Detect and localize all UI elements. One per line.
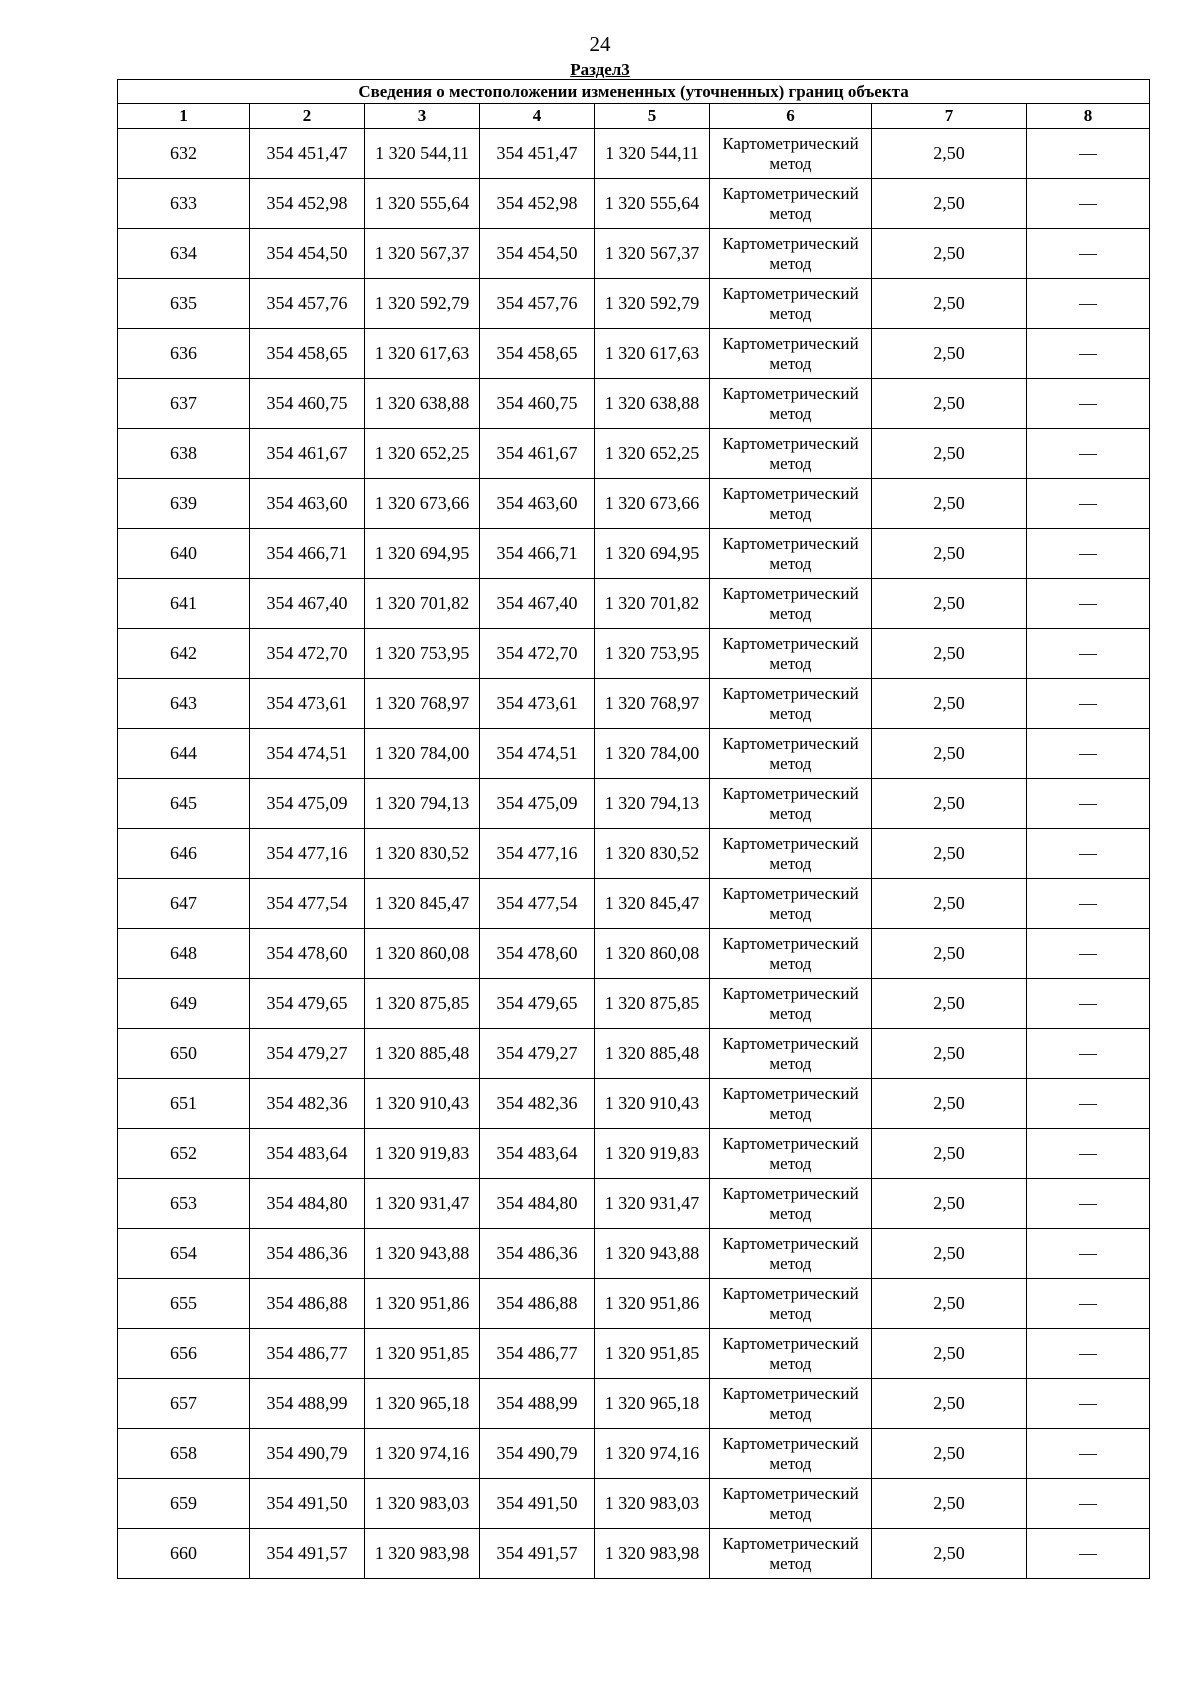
point-number-cell: 647 — [118, 879, 250, 929]
x-existing-cell: 354 463,60 — [250, 479, 365, 529]
x-new-cell: 354 474,51 — [480, 729, 595, 779]
note-cell: — — [1027, 1329, 1150, 1379]
x-new-cell: 354 491,50 — [480, 1479, 595, 1529]
note-cell: — — [1027, 829, 1150, 879]
accuracy-cell: 2,50 — [872, 229, 1027, 279]
table-row — [118, 529, 1150, 579]
x-existing-cell: 354 479,65 — [250, 979, 365, 1029]
column-number: 7 — [872, 104, 1027, 129]
x-existing-cell: 354 451,47 — [250, 129, 365, 179]
accuracy-cell: 2,50 — [872, 779, 1027, 829]
point-number-cell: 640 — [118, 529, 250, 579]
table-caption-row — [118, 80, 1150, 104]
accuracy-cell: 2,50 — [872, 1529, 1027, 1579]
x-existing-cell: 354 484,80 — [250, 1179, 365, 1229]
note-cell: — — [1027, 879, 1150, 929]
x-new-cell: 354 452,98 — [480, 179, 595, 229]
y-existing-cell: 1 320 555,64 — [365, 179, 480, 229]
point-number-cell: 644 — [118, 729, 250, 779]
y-existing-cell: 1 320 592,79 — [365, 279, 480, 329]
x-new-cell: 354 458,65 — [480, 329, 595, 379]
x-new-cell: 354 477,54 — [480, 879, 595, 929]
note-cell: — — [1027, 1529, 1150, 1579]
method-cell: Картометрический метод — [710, 629, 872, 679]
x-existing-cell: 354 475,09 — [250, 779, 365, 829]
method-cell: Картометрический метод — [710, 529, 872, 579]
note-cell: — — [1027, 979, 1150, 1029]
point-number-cell: 641 — [118, 579, 250, 629]
point-number-cell: 650 — [118, 1029, 250, 1079]
y-new-cell: 1 320 768,97 — [595, 679, 710, 729]
table-row — [118, 1329, 1150, 1379]
y-new-cell: 1 320 784,00 — [595, 729, 710, 779]
method-cell: Картометрический метод — [710, 479, 872, 529]
y-existing-cell: 1 320 943,88 — [365, 1229, 480, 1279]
note-cell: — — [1027, 329, 1150, 379]
table-body — [118, 129, 1150, 1579]
table-row — [118, 129, 1150, 179]
x-new-cell: 354 482,36 — [480, 1079, 595, 1129]
y-new-cell: 1 320 701,82 — [595, 579, 710, 629]
y-existing-cell: 1 320 830,52 — [365, 829, 480, 879]
accuracy-cell: 2,50 — [872, 829, 1027, 879]
note-cell: — — [1027, 1129, 1150, 1179]
x-new-cell: 354 451,47 — [480, 129, 595, 179]
accuracy-cell: 2,50 — [872, 679, 1027, 729]
table-row — [118, 579, 1150, 629]
y-existing-cell: 1 320 951,85 — [365, 1329, 480, 1379]
method-cell: Картометрический метод — [710, 1129, 872, 1179]
point-number-cell: 653 — [118, 1179, 250, 1229]
accuracy-cell: 2,50 — [872, 579, 1027, 629]
accuracy-cell: 2,50 — [872, 1179, 1027, 1229]
y-existing-cell: 1 320 652,25 — [365, 429, 480, 479]
table-row — [118, 329, 1150, 379]
table-row — [118, 879, 1150, 929]
x-new-cell: 354 460,75 — [480, 379, 595, 429]
column-number: 5 — [595, 104, 710, 129]
y-existing-cell: 1 320 910,43 — [365, 1079, 480, 1129]
accuracy-cell: 2,50 — [872, 979, 1027, 1029]
column-number-row — [118, 104, 1150, 129]
table-row — [118, 279, 1150, 329]
point-number-cell: 658 — [118, 1429, 250, 1479]
table-row — [118, 1129, 1150, 1179]
x-new-cell: 354 467,40 — [480, 579, 595, 629]
y-existing-cell: 1 320 860,08 — [365, 929, 480, 979]
point-number-cell: 642 — [118, 629, 250, 679]
x-existing-cell: 354 483,64 — [250, 1129, 365, 1179]
point-number-cell: 643 — [118, 679, 250, 729]
point-number-cell: 654 — [118, 1229, 250, 1279]
column-number: 2 — [250, 104, 365, 129]
table-row — [118, 729, 1150, 779]
accuracy-cell: 2,50 — [872, 429, 1027, 479]
x-existing-cell: 354 467,40 — [250, 579, 365, 629]
table-row — [118, 1029, 1150, 1079]
method-cell: Картометрический метод — [710, 779, 872, 829]
y-existing-cell: 1 320 875,85 — [365, 979, 480, 1029]
method-cell: Картометрический метод — [710, 229, 872, 279]
x-existing-cell: 354 490,79 — [250, 1429, 365, 1479]
accuracy-cell: 2,50 — [872, 179, 1027, 229]
table-row — [118, 679, 1150, 729]
y-existing-cell: 1 320 931,47 — [365, 1179, 480, 1229]
y-new-cell: 1 320 860,08 — [595, 929, 710, 979]
x-new-cell: 354 486,88 — [480, 1279, 595, 1329]
point-number-cell: 649 — [118, 979, 250, 1029]
y-existing-cell: 1 320 965,18 — [365, 1379, 480, 1429]
method-cell: Картометрический метод — [710, 879, 872, 929]
method-cell: Картометрический метод — [710, 829, 872, 879]
page-number: 24 — [589, 32, 611, 56]
y-existing-cell: 1 320 983,03 — [365, 1479, 480, 1529]
x-existing-cell: 354 472,70 — [250, 629, 365, 679]
y-existing-cell: 1 320 694,95 — [365, 529, 480, 579]
x-existing-cell: 354 477,54 — [250, 879, 365, 929]
method-cell: Картометрический метод — [710, 1179, 872, 1229]
point-number-cell: 633 — [118, 179, 250, 229]
note-cell: — — [1027, 1079, 1150, 1129]
x-existing-cell: 354 491,57 — [250, 1529, 365, 1579]
y-new-cell: 1 320 951,86 — [595, 1279, 710, 1329]
table-row — [118, 429, 1150, 479]
column-number: 6 — [710, 104, 872, 129]
x-new-cell: 354 461,67 — [480, 429, 595, 479]
accuracy-cell: 2,50 — [872, 629, 1027, 679]
y-existing-cell: 1 320 885,48 — [365, 1029, 480, 1079]
note-cell: — — [1027, 479, 1150, 529]
method-cell: Картометрический метод — [710, 1529, 872, 1579]
y-existing-cell: 1 320 974,16 — [365, 1429, 480, 1479]
x-new-cell: 354 486,36 — [480, 1229, 595, 1279]
x-existing-cell: 354 478,60 — [250, 929, 365, 979]
table-row — [118, 379, 1150, 429]
y-existing-cell: 1 320 544,11 — [365, 129, 480, 179]
note-cell: — — [1027, 179, 1150, 229]
y-new-cell: 1 320 592,79 — [595, 279, 710, 329]
x-existing-cell: 354 454,50 — [250, 229, 365, 279]
x-existing-cell: 354 486,77 — [250, 1329, 365, 1379]
method-cell: Картометрический метод — [710, 379, 872, 429]
x-new-cell: 354 463,60 — [480, 479, 595, 529]
accuracy-cell: 2,50 — [872, 479, 1027, 529]
x-new-cell: 354 478,60 — [480, 929, 595, 979]
point-number-cell: 648 — [118, 929, 250, 979]
point-number-cell: 652 — [118, 1129, 250, 1179]
x-new-cell: 354 479,27 — [480, 1029, 595, 1079]
method-cell: Картометрический метод — [710, 1029, 872, 1079]
y-existing-cell: 1 320 673,66 — [365, 479, 480, 529]
table-row — [118, 1379, 1150, 1429]
note-cell: — — [1027, 729, 1150, 779]
table-row — [118, 479, 1150, 529]
method-cell: Картометрический метод — [710, 579, 872, 629]
x-existing-cell: 354 466,71 — [250, 529, 365, 579]
column-number: 8 — [1027, 104, 1150, 129]
note-cell: — — [1027, 1429, 1150, 1479]
point-number-cell: 634 — [118, 229, 250, 279]
boundary-table — [117, 79, 1150, 1579]
y-new-cell: 1 320 965,18 — [595, 1379, 710, 1429]
accuracy-cell: 2,50 — [872, 329, 1027, 379]
x-new-cell: 354 473,61 — [480, 679, 595, 729]
column-number: 4 — [480, 104, 595, 129]
y-new-cell: 1 320 983,98 — [595, 1529, 710, 1579]
method-cell: Картометрический метод — [710, 1429, 872, 1479]
y-existing-cell: 1 320 951,86 — [365, 1279, 480, 1329]
table-row — [118, 1229, 1150, 1279]
point-number-cell: 656 — [118, 1329, 250, 1379]
table-row — [118, 179, 1150, 229]
note-cell: — — [1027, 429, 1150, 479]
y-new-cell: 1 320 830,52 — [595, 829, 710, 879]
accuracy-cell: 2,50 — [872, 1479, 1027, 1529]
accuracy-cell: 2,50 — [872, 1429, 1027, 1479]
point-number-cell: 639 — [118, 479, 250, 529]
method-cell: Картометрический метод — [710, 1479, 872, 1529]
y-new-cell: 1 320 567,37 — [595, 229, 710, 279]
point-number-cell: 659 — [118, 1479, 250, 1529]
y-existing-cell: 1 320 701,82 — [365, 579, 480, 629]
method-cell: Картометрический метод — [710, 129, 872, 179]
y-existing-cell: 1 320 617,63 — [365, 329, 480, 379]
x-new-cell: 354 472,70 — [480, 629, 595, 679]
y-existing-cell: 1 320 753,95 — [365, 629, 480, 679]
point-number-cell: 660 — [118, 1529, 250, 1579]
note-cell: — — [1027, 379, 1150, 429]
y-new-cell: 1 320 943,88 — [595, 1229, 710, 1279]
point-number-cell: 655 — [118, 1279, 250, 1329]
note-cell: — — [1027, 679, 1150, 729]
y-new-cell: 1 320 794,13 — [595, 779, 710, 829]
table-row — [118, 929, 1150, 979]
accuracy-cell: 2,50 — [872, 879, 1027, 929]
y-new-cell: 1 320 753,95 — [595, 629, 710, 679]
table-row — [118, 779, 1150, 829]
x-existing-cell: 354 474,51 — [250, 729, 365, 779]
y-existing-cell: 1 320 919,83 — [365, 1129, 480, 1179]
table-row — [118, 229, 1150, 279]
method-cell: Картометрический метод — [710, 1229, 872, 1279]
accuracy-cell: 2,50 — [872, 1279, 1027, 1329]
point-number-cell: 657 — [118, 1379, 250, 1429]
y-new-cell: 1 320 983,03 — [595, 1479, 710, 1529]
accuracy-cell: 2,50 — [872, 1229, 1027, 1279]
x-new-cell: 354 483,64 — [480, 1129, 595, 1179]
x-new-cell: 354 477,16 — [480, 829, 595, 879]
y-new-cell: 1 320 638,88 — [595, 379, 710, 429]
section-title: Раздел3 — [570, 60, 630, 79]
x-existing-cell: 354 482,36 — [250, 1079, 365, 1129]
table-row — [118, 1479, 1150, 1529]
note-cell: — — [1027, 1379, 1150, 1429]
method-cell: Картометрический метод — [710, 1329, 872, 1379]
y-new-cell: 1 320 652,25 — [595, 429, 710, 479]
point-number-cell: 646 — [118, 829, 250, 879]
note-cell: — — [1027, 1179, 1150, 1229]
accuracy-cell: 2,50 — [872, 729, 1027, 779]
x-existing-cell: 354 461,67 — [250, 429, 365, 479]
x-new-cell: 354 488,99 — [480, 1379, 595, 1429]
method-cell: Картометрический метод — [710, 279, 872, 329]
x-existing-cell: 354 486,88 — [250, 1279, 365, 1329]
note-cell: — — [1027, 279, 1150, 329]
point-number-cell: 637 — [118, 379, 250, 429]
accuracy-cell: 2,50 — [872, 1129, 1027, 1179]
accuracy-cell: 2,50 — [872, 1079, 1027, 1129]
x-existing-cell: 354 460,75 — [250, 379, 365, 429]
method-cell: Картометрический метод — [710, 979, 872, 1029]
point-number-cell: 632 — [118, 129, 250, 179]
y-new-cell: 1 320 673,66 — [595, 479, 710, 529]
column-number: 3 — [365, 104, 480, 129]
y-new-cell: 1 320 931,47 — [595, 1179, 710, 1229]
method-cell: Картометрический метод — [710, 429, 872, 479]
y-existing-cell: 1 320 845,47 — [365, 879, 480, 929]
point-number-cell: 638 — [118, 429, 250, 479]
method-cell: Картометрический метод — [710, 329, 872, 379]
x-existing-cell: 354 473,61 — [250, 679, 365, 729]
x-new-cell: 354 484,80 — [480, 1179, 595, 1229]
accuracy-cell: 2,50 — [872, 379, 1027, 429]
x-new-cell: 354 486,77 — [480, 1329, 595, 1379]
y-existing-cell: 1 320 567,37 — [365, 229, 480, 279]
column-number: 1 — [118, 104, 250, 129]
y-new-cell: 1 320 919,83 — [595, 1129, 710, 1179]
note-cell: — — [1027, 1279, 1150, 1329]
x-existing-cell: 354 488,99 — [250, 1379, 365, 1429]
y-existing-cell: 1 320 983,98 — [365, 1529, 480, 1579]
y-new-cell: 1 320 974,16 — [595, 1429, 710, 1479]
y-new-cell: 1 320 875,85 — [595, 979, 710, 1029]
table-row — [118, 1429, 1150, 1479]
y-existing-cell: 1 320 638,88 — [365, 379, 480, 429]
y-new-cell: 1 320 951,85 — [595, 1329, 710, 1379]
note-cell: — — [1027, 1479, 1150, 1529]
y-new-cell: 1 320 885,48 — [595, 1029, 710, 1079]
table-row — [118, 629, 1150, 679]
note-cell: — — [1027, 229, 1150, 279]
accuracy-cell: 2,50 — [872, 929, 1027, 979]
x-new-cell: 354 479,65 — [480, 979, 595, 1029]
note-cell: — — [1027, 579, 1150, 629]
x-new-cell: 354 457,76 — [480, 279, 595, 329]
table-row — [118, 1279, 1150, 1329]
accuracy-cell: 2,50 — [872, 529, 1027, 579]
point-number-cell: 635 — [118, 279, 250, 329]
y-existing-cell: 1 320 794,13 — [365, 779, 480, 829]
x-new-cell: 354 490,79 — [480, 1429, 595, 1479]
y-new-cell: 1 320 555,64 — [595, 179, 710, 229]
note-cell: — — [1027, 529, 1150, 579]
note-cell: — — [1027, 1029, 1150, 1079]
method-cell: Картометрический метод — [710, 729, 872, 779]
x-existing-cell: 354 491,50 — [250, 1479, 365, 1529]
method-cell: Картометрический метод — [710, 929, 872, 979]
point-number-cell: 645 — [118, 779, 250, 829]
x-new-cell: 354 491,57 — [480, 1529, 595, 1579]
x-existing-cell: 354 479,27 — [250, 1029, 365, 1079]
y-new-cell: 1 320 694,95 — [595, 529, 710, 579]
table-row — [118, 1179, 1150, 1229]
x-existing-cell: 354 486,36 — [250, 1229, 365, 1279]
y-existing-cell: 1 320 768,97 — [365, 679, 480, 729]
x-existing-cell: 354 458,65 — [250, 329, 365, 379]
accuracy-cell: 2,50 — [872, 1329, 1027, 1379]
method-cell: Картометрический метод — [710, 1379, 872, 1429]
table-caption: Сведения о местоположении измененных (уточненных) границ объекта — [118, 80, 1150, 104]
table-row — [118, 979, 1150, 1029]
table-row — [118, 1529, 1150, 1579]
x-existing-cell: 354 457,76 — [250, 279, 365, 329]
table-row — [118, 1079, 1150, 1129]
note-cell: — — [1027, 129, 1150, 179]
y-new-cell: 1 320 617,63 — [595, 329, 710, 379]
note-cell: — — [1027, 1229, 1150, 1279]
note-cell: — — [1027, 929, 1150, 979]
y-new-cell: 1 320 845,47 — [595, 879, 710, 929]
point-number-cell: 636 — [118, 329, 250, 379]
x-new-cell: 354 454,50 — [480, 229, 595, 279]
accuracy-cell: 2,50 — [872, 1379, 1027, 1429]
accuracy-cell: 2,50 — [872, 279, 1027, 329]
y-new-cell: 1 320 910,43 — [595, 1079, 710, 1129]
y-existing-cell: 1 320 784,00 — [365, 729, 480, 779]
table-row — [118, 829, 1150, 879]
method-cell: Картометрический метод — [710, 179, 872, 229]
point-number-cell: 651 — [118, 1079, 250, 1129]
method-cell: Картометрический метод — [710, 1279, 872, 1329]
y-new-cell: 1 320 544,11 — [595, 129, 710, 179]
x-new-cell: 354 466,71 — [480, 529, 595, 579]
method-cell: Картометрический метод — [710, 679, 872, 729]
x-existing-cell: 354 477,16 — [250, 829, 365, 879]
note-cell: — — [1027, 779, 1150, 829]
note-cell: — — [1027, 629, 1150, 679]
accuracy-cell: 2,50 — [872, 129, 1027, 179]
method-cell: Картометрический метод — [710, 1079, 872, 1129]
x-new-cell: 354 475,09 — [480, 779, 595, 829]
x-existing-cell: 354 452,98 — [250, 179, 365, 229]
accuracy-cell: 2,50 — [872, 1029, 1027, 1079]
